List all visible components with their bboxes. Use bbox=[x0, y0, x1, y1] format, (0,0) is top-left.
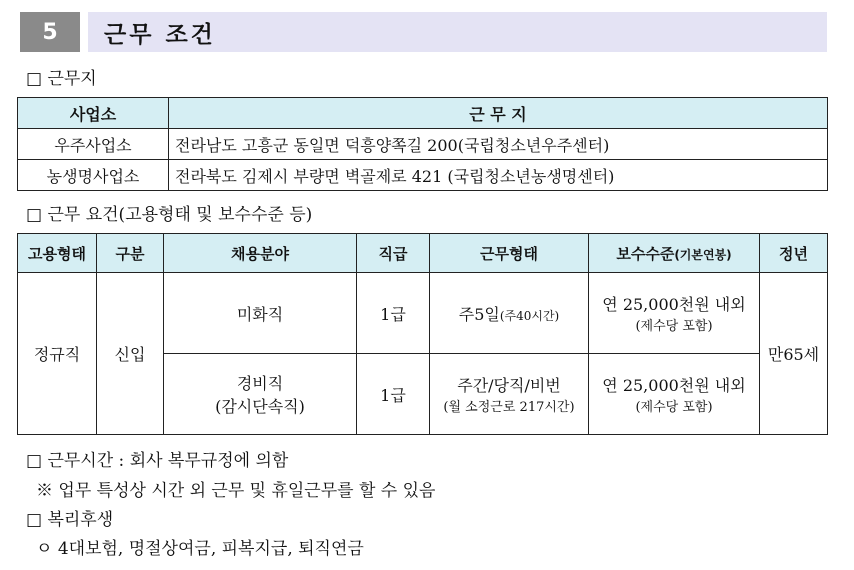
employment-type-cell: 정규직 bbox=[18, 273, 97, 435]
header-work-type: 근무형태 bbox=[430, 234, 589, 273]
welfare-heading: □ 복리후생 bbox=[26, 510, 114, 530]
retirement-cell: 만65세 bbox=[760, 273, 828, 435]
section-number: 5 bbox=[20, 12, 80, 52]
header-salary-note: (기본연봉) bbox=[674, 247, 732, 262]
office-cell: 농생명사업소 bbox=[18, 160, 169, 191]
header-field: 채용분야 bbox=[164, 234, 357, 273]
field-cell bbox=[164, 273, 357, 354]
address-cell: 전라남도 고흥군 동일면 덕흥양쪽길 200(국립청소년우주센터) bbox=[169, 129, 828, 160]
work-type-cell bbox=[430, 273, 589, 354]
header-grade: 직급 bbox=[357, 234, 430, 273]
header-salary bbox=[589, 234, 760, 273]
requirements-table bbox=[17, 233, 828, 435]
requirements-heading: □ 근무 요건(고용형태 및 보수수준 등) bbox=[26, 205, 313, 225]
table-header-row bbox=[18, 98, 828, 129]
office-cell: 우주사업소 bbox=[18, 129, 169, 160]
field-cell bbox=[164, 354, 357, 435]
table-row bbox=[18, 160, 828, 191]
salary-cell bbox=[589, 273, 760, 354]
work-type-note: (주40시간) bbox=[499, 308, 560, 323]
work-type-cell bbox=[430, 354, 589, 435]
category-cell: 신입 bbox=[97, 273, 164, 435]
salary-cell bbox=[589, 354, 760, 435]
table-row bbox=[18, 273, 828, 354]
address-cell: 전라북도 김제시 부량면 벽골제로 421 (국립청소년농생명센터) bbox=[169, 160, 828, 191]
header-location: 근 무 지 bbox=[169, 98, 828, 129]
work-type-main: 주간/당직/비번 bbox=[457, 376, 561, 395]
header-category: 구분 bbox=[97, 234, 164, 273]
field-name: 경비직 bbox=[236, 374, 284, 393]
header-salary-main: 보수수준 bbox=[616, 244, 675, 263]
work-hours-note: ※ 업무 특성상 시간 외 근무 및 휴일근무를 할 수 있음 bbox=[36, 481, 436, 501]
header-retirement: 정년 bbox=[760, 234, 828, 273]
header-office: 사업소 bbox=[18, 98, 169, 129]
grade-cell: 1급 bbox=[357, 273, 430, 354]
section-title: 근무 조건 bbox=[88, 12, 827, 52]
field-sub: (감시단속직) bbox=[215, 397, 305, 416]
work-type-note: (월 소정근로 217시간) bbox=[443, 400, 575, 415]
salary-amount: 연 25,000천원 내외 bbox=[602, 295, 746, 314]
section-header bbox=[20, 12, 827, 52]
welfare-item: ㅇ 4대보험, 명절상여금, 피복지급, 퇴직연금 bbox=[36, 539, 364, 559]
work-location-heading: □ 근무지 bbox=[26, 69, 97, 89]
salary-amount: 연 25,000천원 내외 bbox=[602, 376, 746, 395]
header-employment-type: 고용형태 bbox=[18, 234, 97, 273]
salary-note: (제수당 포함) bbox=[635, 400, 713, 415]
grade-cell: 1급 bbox=[357, 354, 430, 435]
salary-note: (제수당 포함) bbox=[635, 319, 713, 334]
work-location-table bbox=[17, 97, 828, 191]
work-type-main: 주5일 bbox=[458, 304, 500, 324]
field-name: 미화직 bbox=[236, 304, 284, 324]
table-row bbox=[18, 129, 828, 160]
table-header-row bbox=[18, 234, 828, 273]
work-hours-line: □ 근무시간 : 회사 복무규정에 의함 bbox=[26, 451, 289, 471]
